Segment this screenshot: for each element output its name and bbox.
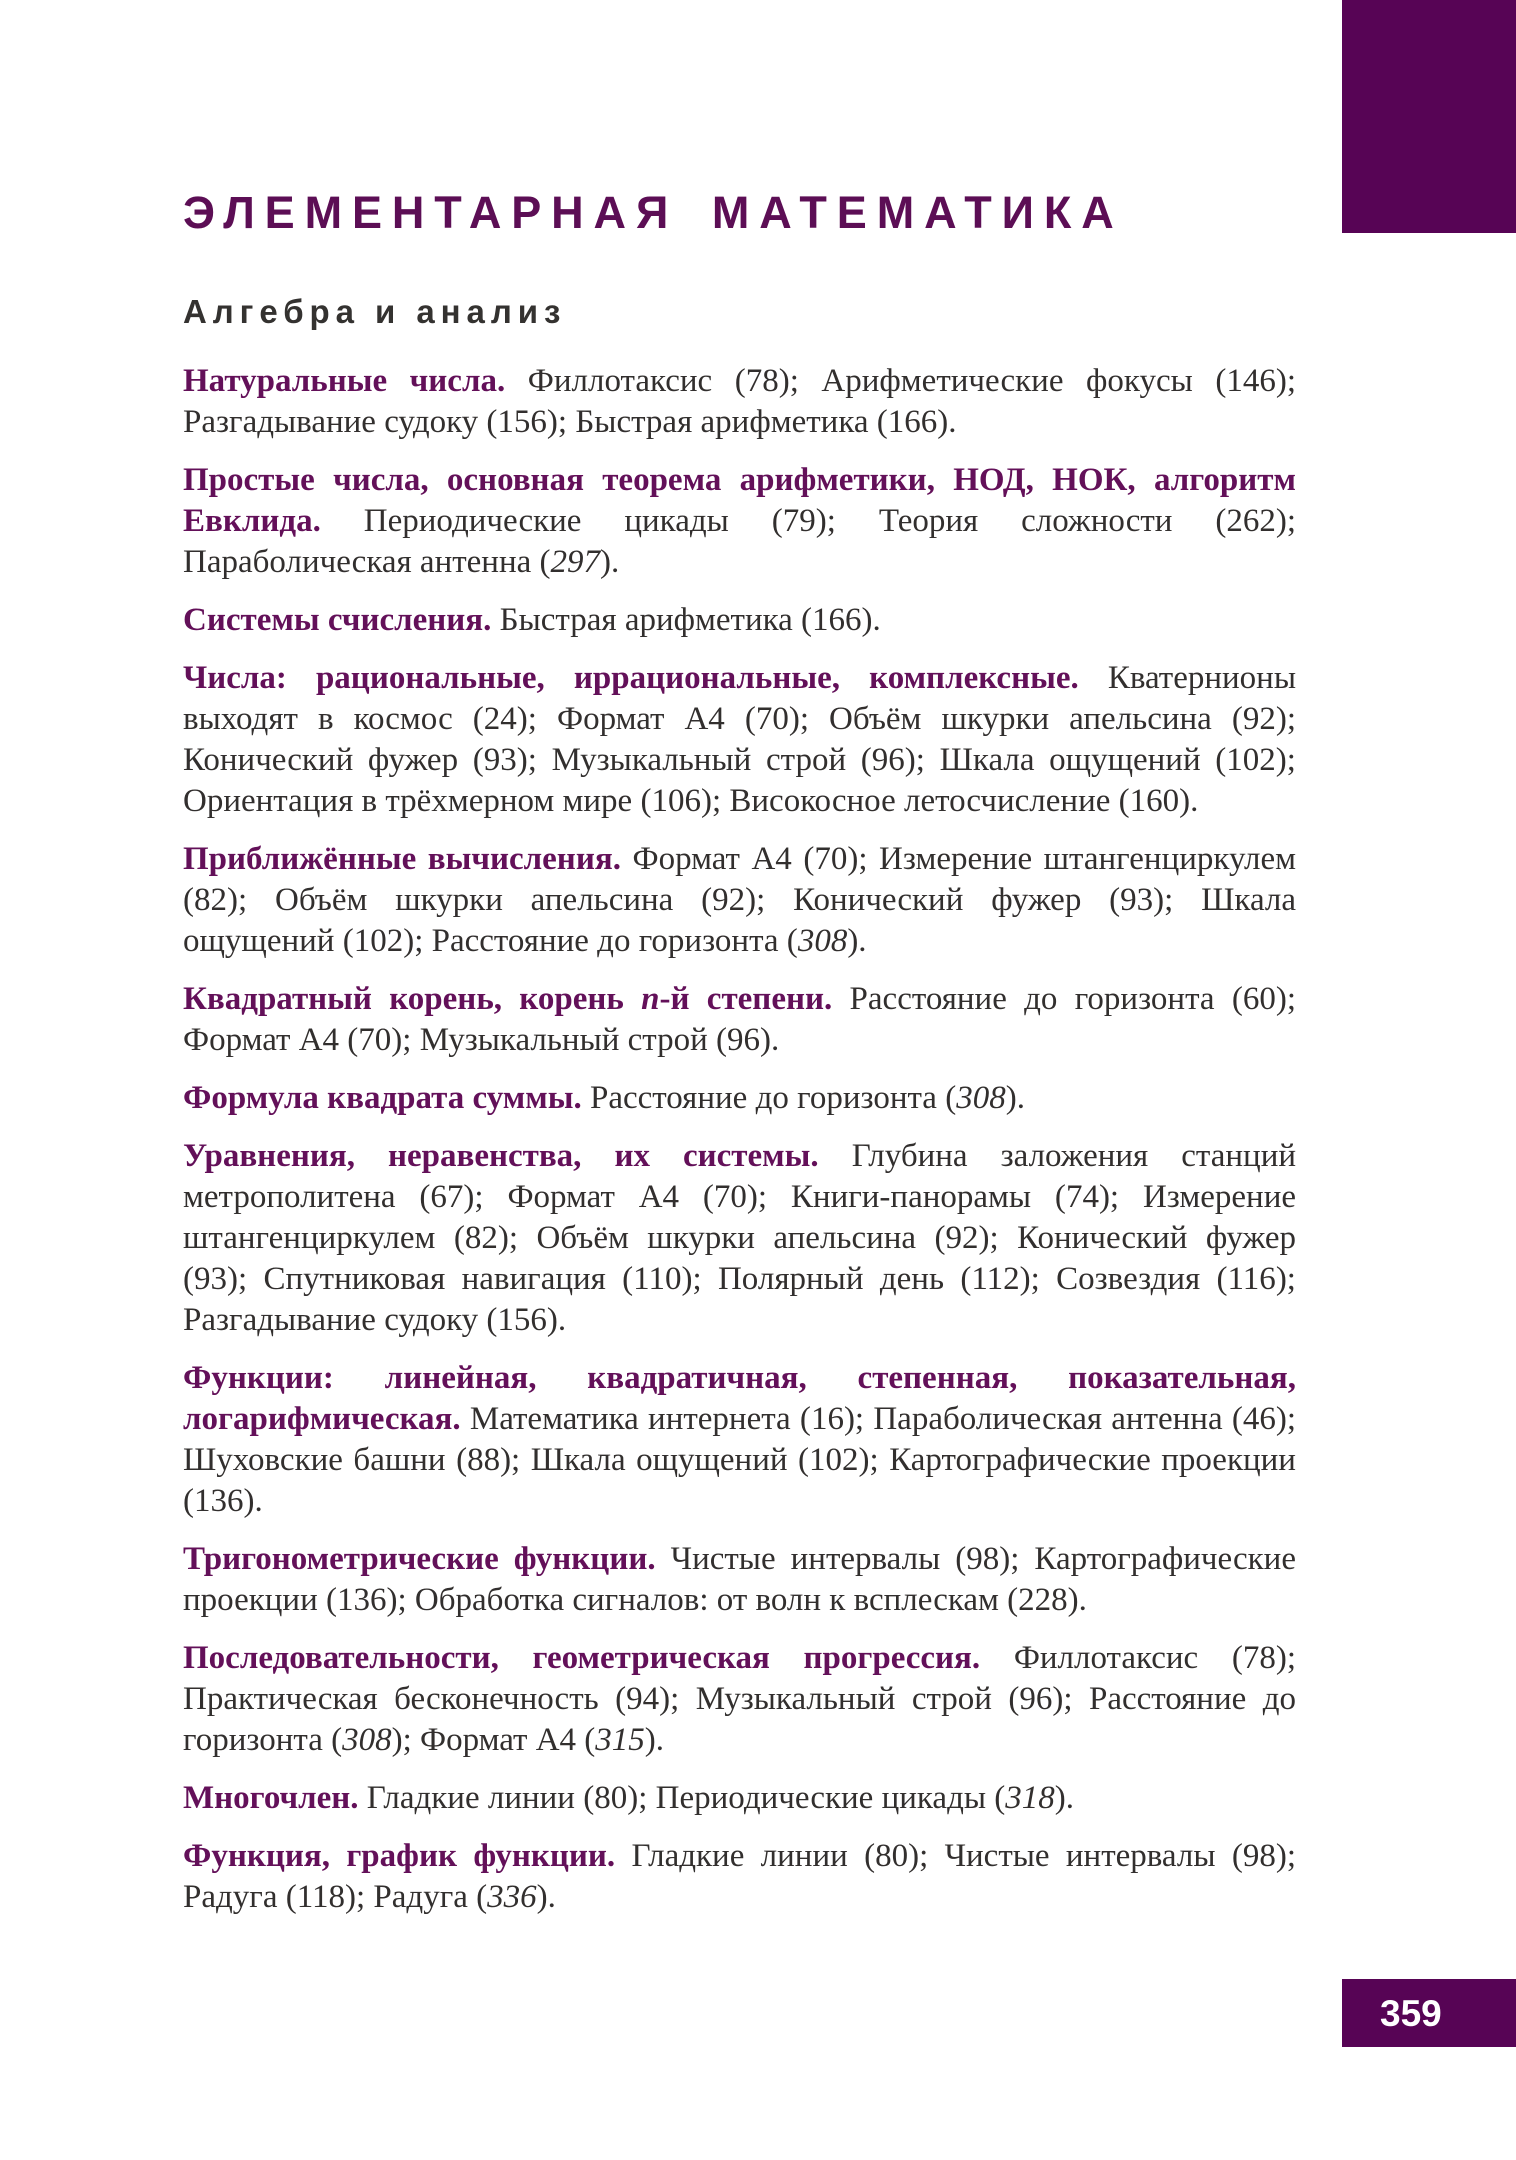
entry-term: Простые числа, основная теорема арифметики, НОД, НОК, алгоритм Евклида. xyxy=(183,462,1296,539)
page-ref: 96 xyxy=(727,1022,761,1058)
index-entry xyxy=(183,1638,1296,1761)
index-list xyxy=(183,361,1296,1918)
index-entry xyxy=(183,1078,1296,1119)
page-ref: 262 xyxy=(1226,503,1276,539)
entry-term: Последовательности, геометрическая прогрессия. xyxy=(183,1640,981,1676)
page-ref: 308 xyxy=(342,1722,392,1758)
entry-term: Формула квадрата суммы. xyxy=(183,1080,582,1116)
page-ref: 315 xyxy=(595,1722,645,1758)
section-title: ЭЛЕМЕНТАРНАЯ МАТЕМАТИКА xyxy=(183,187,1124,238)
page-ref: 102 xyxy=(353,923,404,959)
page-ref: 46 xyxy=(1242,1401,1276,1437)
page-ref: 156 xyxy=(497,1302,547,1338)
page-ref: 160 xyxy=(1129,783,1180,819)
page-ref: 136 xyxy=(194,1483,244,1519)
index-entry xyxy=(183,1836,1296,1918)
page-ref: 228 xyxy=(1018,1582,1068,1618)
page-ref: 93 xyxy=(1120,882,1154,918)
page-ref: 318 xyxy=(1005,1780,1055,1816)
entry-refs: Филлотаксис (78); Арифметические фокусы (146); Разгадывание судоку (156); Быстрая арифметика (166). xyxy=(183,363,1296,440)
page-ref: 60 xyxy=(1242,981,1276,1017)
page-ref: 80 xyxy=(875,1838,909,1874)
entry-refs: Чистые интервалы (98); Картографические проекции (136); Обработка сигналов: от волн к всплескам (228). xyxy=(183,1541,1296,1618)
page-ref: 80 xyxy=(594,1780,628,1816)
entry-refs: Гладкие линии (80); Чистые интервалы (98); Радуга (118); Радуга (336). xyxy=(183,1838,1296,1915)
entry-term: Тригонометрические функции. xyxy=(183,1541,656,1577)
page-ref: 94 xyxy=(626,1681,660,1717)
entry-term: Натуральные числа. xyxy=(183,363,506,399)
entry-refs: Периодические цикады (79); Теория сложности (262); Параболическая антенна (297). xyxy=(183,503,1296,580)
page-number: 359 xyxy=(1380,1992,1442,2034)
index-entry xyxy=(183,658,1296,822)
entry-term: Многочлен. xyxy=(183,1780,359,1816)
entry-refs: Быстрая арифметика (166). xyxy=(499,602,881,638)
index-entry xyxy=(183,1539,1296,1621)
corner-decoration-block xyxy=(1342,0,1516,233)
page-ref: 70 xyxy=(814,841,848,877)
index-entry xyxy=(183,1136,1296,1341)
page-ref: 110 xyxy=(633,1261,682,1297)
entry-term: Функция, график функции. xyxy=(183,1838,616,1874)
page-ref: 136 xyxy=(336,1582,387,1618)
page-ref: 146 xyxy=(1226,363,1276,399)
page-ref: 112 xyxy=(971,1261,1020,1297)
page-ref: 92 xyxy=(945,1220,979,1256)
page-ref: 336 xyxy=(487,1879,537,1915)
page-ref: 106 xyxy=(651,783,701,819)
entry-refs: Глубина заложения станций метрополитена (67); Формат А4 (70); Книги-панорамы (74); Измерение штангенциркулем (82); Объём шкурки апельсина (92); Конический фужер (93); Спутниковая навигация (110); Полярный день (112); Созвездия (116); Разгадывание судоку (156). xyxy=(183,1138,1297,1338)
page-ref: 16 xyxy=(810,1401,844,1437)
subsection-title: Алгебра и анализ xyxy=(183,293,567,330)
page-ref: 92 xyxy=(712,882,746,918)
entry-term: Уравнения, неравенства, их системы. xyxy=(183,1138,819,1174)
entry-refs: Филлотаксис (78); Практическая бесконечность (94); Музыкальный строй (96); Расстояние до горизонта (308); Формат А4 (315). xyxy=(183,1640,1296,1758)
entry-refs: Гладкие линии (80); Периодические цикады (318). xyxy=(366,1780,1075,1816)
entry-term: Приближённые вычисления. xyxy=(183,841,621,877)
page-ref: 93 xyxy=(483,742,517,778)
index-entry xyxy=(183,839,1296,962)
index-entry xyxy=(183,361,1296,443)
page-ref: 308 xyxy=(797,923,848,959)
page-ref: 70 xyxy=(755,701,789,737)
entry-refs: Математика интернета (16); Параболическая антенна (46); Шуховские башни (88); Шкала ощущений (102); Картографические проекции (136). xyxy=(183,1401,1297,1519)
entry-term: Системы счисления. xyxy=(183,602,492,638)
entry-refs: Формат А4 (70); Измерение штангенциркулем (82); Объём шкурки апельсина (92); Конический фужер (93); Шкала ощущений (102); Расстояние до горизонта (308). xyxy=(183,841,1297,959)
page-ref: 78 xyxy=(745,363,779,399)
page-number-box xyxy=(1342,1979,1516,2047)
index-entry xyxy=(183,1778,1296,1819)
page-ref: 98 xyxy=(1242,1838,1276,1874)
page-ref: 308 xyxy=(956,1080,1006,1116)
page-ref: 166 xyxy=(812,602,862,638)
page-ref: 297 xyxy=(550,544,601,580)
page-ref: 70 xyxy=(713,1179,747,1215)
page-ref: 70 xyxy=(358,1022,392,1058)
page-ref: 82 xyxy=(194,882,227,918)
page-ref: 98 xyxy=(966,1541,1000,1577)
entry-refs: Расстояние до горизонта (308). xyxy=(590,1080,1025,1116)
page-ref: 93 xyxy=(194,1261,227,1297)
page-ref: 118 xyxy=(296,1879,345,1915)
page-ref: 92 xyxy=(1242,701,1276,737)
page-ref: 67 xyxy=(430,1179,464,1215)
entry-refs: Расстояние до горизонта (60); Формат А4 (70); Музыкальный строй (96). xyxy=(183,981,1297,1058)
entry-refs: Кватернионы выходят в космос (24); Формат А4 (70); Объём шкурки апельсина (92); Конический фужер (93); Музыкальный строй (96); Шкала ощущений (102); Ориентация в трёхмерном мире (106); Високосное летосчисление (160). xyxy=(183,660,1297,819)
page-ref: 79 xyxy=(782,503,816,539)
page-ref: 116 xyxy=(1227,1261,1276,1297)
entry-term: Квадратный корень, корень n-й степени. xyxy=(183,981,833,1017)
index-entry xyxy=(183,600,1296,641)
page-ref: 156 xyxy=(497,404,547,440)
page-ref: 78 xyxy=(1242,1640,1276,1676)
page-ref: 102 xyxy=(809,1442,859,1478)
page-content xyxy=(183,187,1297,1918)
page-ref: 24 xyxy=(483,701,517,737)
page-ref: 82 xyxy=(464,1220,498,1256)
page-ref: 88 xyxy=(467,1442,501,1478)
page-ref: 96 xyxy=(1019,1681,1053,1717)
page-ref: 96 xyxy=(871,742,905,778)
index-entry xyxy=(183,460,1296,583)
entry-term: Числа: рациональные, иррациональные, комплексные. xyxy=(183,660,1079,696)
index-entry xyxy=(183,1358,1296,1522)
page-ref: 74 xyxy=(1065,1179,1099,1215)
page-ref: 102 xyxy=(1226,742,1276,778)
index-entry xyxy=(183,979,1296,1061)
page-ref: 166 xyxy=(887,404,938,440)
entry-term: Функции: линейная, квадратичная, степенная, показательная, логарифмическая. xyxy=(183,1360,1296,1437)
